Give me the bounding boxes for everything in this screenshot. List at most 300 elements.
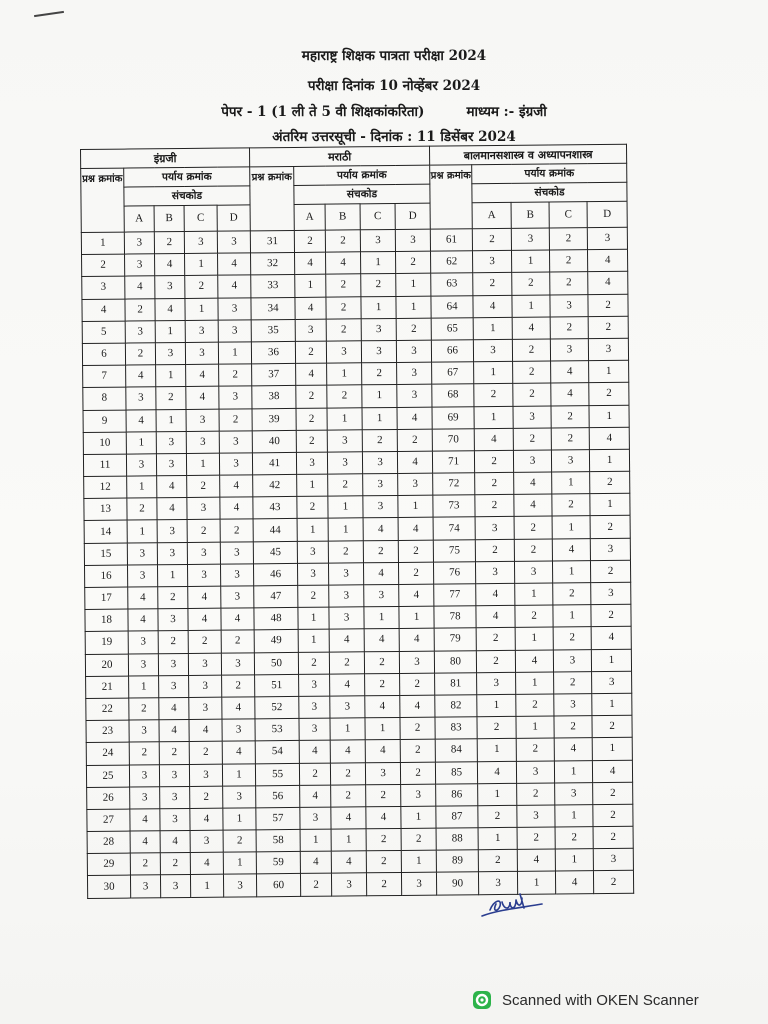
answer-cell: 3 xyxy=(587,227,627,250)
answer-cell: 4 xyxy=(188,608,221,631)
answer-cell: 4 xyxy=(397,407,432,430)
answer-cell: 1 xyxy=(474,361,513,384)
answer-cell: 3 xyxy=(327,452,362,475)
answer-cell: 3 xyxy=(190,830,223,853)
answer-cell: 3 xyxy=(186,431,219,454)
answer-cell: 2 xyxy=(591,560,631,583)
set-code-header: संचकोड xyxy=(472,182,627,202)
set-code-d-header: D xyxy=(395,203,430,229)
answer-cell: 2 xyxy=(475,539,514,562)
answer-cell: 3 xyxy=(189,675,222,698)
answer-cell: 3 xyxy=(187,542,220,565)
answer-cell: 3 xyxy=(555,782,593,805)
answer-cell: 3 xyxy=(511,228,549,251)
answer-cell: 2 xyxy=(401,828,436,851)
answer-cell: 3 xyxy=(588,338,628,361)
answer-cell: 2 xyxy=(517,783,555,806)
answer-cell: 3 xyxy=(363,496,398,519)
answer-cell: 4 xyxy=(190,852,223,875)
answer-cell: 1 xyxy=(126,431,156,453)
answer-cell: 1 xyxy=(589,405,629,428)
question-number: 65 xyxy=(431,317,473,340)
answer-cell: 4 xyxy=(128,609,158,631)
answer-cell: 4 xyxy=(517,849,555,872)
answer-cell: 2 xyxy=(513,361,551,384)
answer-cell: 2 xyxy=(366,873,401,896)
answer-cell: 3 xyxy=(185,342,218,365)
answer-cell: 1 xyxy=(512,250,550,273)
answer-cell: 3 xyxy=(128,653,158,675)
answer-cell: 4 xyxy=(296,363,327,385)
question-number: 38 xyxy=(252,386,296,409)
paper-label: पेपर - 1 (1 ली ते 5 वी शिक्षकांकरिता) xyxy=(221,104,425,120)
answer-cell: 2 xyxy=(592,715,632,738)
answer-cell: 2 xyxy=(400,717,435,740)
set-code-c-header: C xyxy=(360,203,395,229)
answer-cell: 1 xyxy=(297,474,328,496)
answer-cell: 3 xyxy=(399,651,434,674)
answer-cell: 3 xyxy=(473,339,512,362)
answer-cell: 2 xyxy=(551,405,589,428)
answer-cell: 1 xyxy=(327,363,362,386)
answer-cell: 2 xyxy=(590,516,630,539)
question-number: 80 xyxy=(434,650,476,673)
answer-cell: 1 xyxy=(592,738,632,761)
answer-cell: 2 xyxy=(554,716,592,739)
answer-cell: 2 xyxy=(589,383,629,406)
answer-cell: 1 xyxy=(401,806,436,829)
set-code-b-header: B xyxy=(154,206,184,232)
answer-cell: 2 xyxy=(297,496,328,518)
question-number: 35 xyxy=(251,319,295,342)
question-number: 73 xyxy=(433,495,475,518)
answer-cell: 2 xyxy=(125,298,155,320)
answer-cell: 1 xyxy=(590,493,630,516)
answer-cell: 4 xyxy=(398,518,433,541)
answer-cell: 3 xyxy=(401,784,436,807)
answer-cell: 1 xyxy=(127,476,157,498)
question-number: 68 xyxy=(432,384,474,407)
question-number: 3 xyxy=(82,276,125,299)
answer-cell: 2 xyxy=(514,516,552,539)
answer-cell: 3 xyxy=(129,720,159,742)
question-number: 25 xyxy=(86,765,129,788)
answer-cell: 1 xyxy=(222,763,255,786)
question-number: 55 xyxy=(255,763,299,786)
answer-cell: 2 xyxy=(593,804,633,827)
question-number: 62 xyxy=(431,251,473,274)
question-number: 6 xyxy=(82,343,125,366)
answer-cell: 3 xyxy=(516,760,554,783)
answer-cell: 3 xyxy=(218,320,251,343)
answer-cell: 1 xyxy=(553,560,591,583)
question-number: 12 xyxy=(84,476,127,499)
set-code-a-header: A xyxy=(472,202,511,228)
answer-cell: 4 xyxy=(514,472,552,495)
answer-cell: 2 xyxy=(396,251,431,274)
answer-cell: 4 xyxy=(474,428,513,451)
answer-cell: 4 xyxy=(222,697,255,720)
question-number: 49 xyxy=(254,630,298,653)
question-number: 31 xyxy=(250,230,294,253)
answer-cell: 2 xyxy=(400,739,435,762)
answer-cell: 3 xyxy=(551,449,589,472)
answer-cell: 1 xyxy=(555,804,593,827)
answer-cell: 4 xyxy=(326,252,361,275)
answer-cell: 3 xyxy=(397,384,432,407)
answer-cell: 3 xyxy=(327,429,362,452)
answer-cell: 2 xyxy=(300,874,331,896)
answer-cell: 2 xyxy=(189,741,222,764)
answer-cell: 3 xyxy=(126,454,156,476)
set-code-c-header: C xyxy=(549,202,587,228)
answer-cell: 3 xyxy=(517,805,555,828)
answer-cell: 3 xyxy=(157,542,187,564)
answer-cell: 4 xyxy=(399,584,434,607)
answer-cell: 1 xyxy=(516,672,554,695)
answer-cell: 1 xyxy=(295,275,326,297)
answer-cell: 2 xyxy=(296,385,327,407)
question-number: 1 xyxy=(81,232,124,255)
answer-cell: 4 xyxy=(512,317,550,340)
answer-cell: 1 xyxy=(223,852,256,875)
answer-cell: 4 xyxy=(331,851,366,874)
answer-cell: 2 xyxy=(325,230,360,253)
set-code-b-header: B xyxy=(325,204,360,230)
question-number: 70 xyxy=(432,428,474,451)
answer-cell: 4 xyxy=(218,275,251,298)
answer-cell: 4 xyxy=(589,427,629,450)
answer-cell: 4 xyxy=(551,361,589,384)
answer-cell: 4 xyxy=(554,738,592,761)
answer-cell: 2 xyxy=(223,830,256,853)
answer-cell: 2 xyxy=(185,276,218,299)
answer-cell: 2 xyxy=(219,364,252,387)
answer-cell: 1 xyxy=(331,829,366,852)
answer-cell: 2 xyxy=(588,294,628,317)
question-number: 71 xyxy=(432,451,474,474)
answer-cell: 2 xyxy=(516,738,554,761)
answer-cell: 4 xyxy=(189,719,222,742)
paper-line xyxy=(0,102,768,120)
answer-cell: 2 xyxy=(190,786,223,809)
answer-cell: 4 xyxy=(130,809,160,831)
answer-cell: 1 xyxy=(330,718,365,741)
answer-cell: 1 xyxy=(186,453,219,476)
answer-cell: 3 xyxy=(155,342,185,364)
answer-cell: 4 xyxy=(588,249,628,272)
answer-cell: 2 xyxy=(550,316,588,339)
answer-cell: 3 xyxy=(157,520,187,542)
question-number: 50 xyxy=(254,652,298,675)
answer-cell: 3 xyxy=(156,431,186,453)
answer-cell: 2 xyxy=(553,583,591,606)
answer-cell: 1 xyxy=(365,718,400,741)
answer-cell: 3 xyxy=(299,696,330,718)
answer-cell: 4 xyxy=(476,606,515,629)
answer-cell: 3 xyxy=(223,874,256,897)
answer-cell: 3 xyxy=(331,873,366,896)
answer-cell: 2 xyxy=(156,387,186,409)
answer-cell: 1 xyxy=(401,850,436,873)
answer-cell: 1 xyxy=(552,472,590,495)
answer-cell: 4 xyxy=(128,587,158,609)
answer-cell: 1 xyxy=(512,295,550,318)
answer-cell: 4 xyxy=(295,297,326,319)
answer-cell: 2 xyxy=(517,827,555,850)
answer-cell: 2 xyxy=(476,650,515,673)
question-number: 77 xyxy=(434,584,476,607)
answer-cell: 2 xyxy=(472,228,511,251)
question-number: 59 xyxy=(256,852,300,875)
answer-cell: 2 xyxy=(366,829,401,852)
answer-cell: 4 xyxy=(364,562,399,585)
answer-cell: 4 xyxy=(473,295,512,318)
answer-cell: 2 xyxy=(473,273,512,296)
answer-cell: 3 xyxy=(362,451,397,474)
answer-cell: 1 xyxy=(361,296,396,319)
answer-cell: 3 xyxy=(326,341,361,364)
set-code-a-header: A xyxy=(294,204,325,230)
question-number: 53 xyxy=(255,719,299,742)
answer-cell: 4 xyxy=(159,697,189,719)
answer-cell: 2 xyxy=(399,562,434,585)
answer-cell: 3 xyxy=(130,875,160,897)
question-number: 74 xyxy=(433,517,475,540)
answer-cell: 2 xyxy=(187,475,220,498)
answer-cell: 2 xyxy=(326,319,361,342)
answer-cell: 2 xyxy=(554,671,592,694)
question-number: 23 xyxy=(86,720,129,743)
answer-cell: 3 xyxy=(479,872,518,895)
answer-cell: 4 xyxy=(331,807,366,830)
answer-cell: 3 xyxy=(156,453,186,475)
question-number: 85 xyxy=(435,761,477,784)
answer-cell: 2 xyxy=(294,230,325,252)
answer-cell: 2 xyxy=(550,272,588,295)
question-number: 83 xyxy=(435,717,477,740)
answer-cell: 1 xyxy=(396,296,431,319)
scanner-watermark xyxy=(472,989,699,1011)
question-number: 22 xyxy=(86,698,129,721)
table-row xyxy=(87,871,633,898)
answer-cell: 3 xyxy=(330,696,365,719)
answer-cell: 3 xyxy=(515,561,553,584)
answer-cell: 3 xyxy=(395,229,430,252)
answer-cell: 4 xyxy=(218,253,251,276)
answer-cell: 2 xyxy=(298,652,329,674)
signature xyxy=(476,880,546,920)
answer-cell: 4 xyxy=(366,806,401,829)
answer-cell: 1 xyxy=(399,606,434,629)
question-number: 11 xyxy=(83,454,126,477)
answer-cell: 3 xyxy=(127,565,157,587)
answer-cell: 3 xyxy=(297,541,328,563)
question-number: 8 xyxy=(83,387,126,410)
answer-cell: 3 xyxy=(125,254,155,276)
answer-cell: 4 xyxy=(365,695,400,718)
question-number: 76 xyxy=(434,562,476,585)
set-code-d-header: D xyxy=(217,205,250,231)
question-number: 63 xyxy=(431,273,473,296)
answer-cell: 3 xyxy=(593,848,633,871)
answer-cell: 3 xyxy=(129,764,159,786)
question-number: 84 xyxy=(435,739,477,762)
answer-cell: 3 xyxy=(187,497,220,520)
answer-cell: 3 xyxy=(398,473,433,496)
answer-cell: 4 xyxy=(160,831,190,853)
answer-cell: 2 xyxy=(362,429,397,452)
answer-cell: 2 xyxy=(594,871,634,894)
question-number: 75 xyxy=(433,539,475,562)
answer-cell: 1 xyxy=(218,342,251,365)
question-number: 78 xyxy=(434,606,476,629)
answer-cell: 1 xyxy=(361,252,396,275)
answer-cell: 2 xyxy=(475,472,514,495)
answer-cell: 3 xyxy=(365,762,400,785)
answer-cell: 2 xyxy=(329,651,364,674)
answer-cell: 1 xyxy=(300,829,331,851)
question-number: 90 xyxy=(437,872,479,895)
answer-cell: 4 xyxy=(330,740,365,763)
answer-cell: 1 xyxy=(477,694,516,717)
answer-cell: 1 xyxy=(327,407,362,430)
question-number-header: प्रश्न क्रमांक xyxy=(81,168,125,232)
answer-cell: 3 xyxy=(160,875,190,897)
answer-cell: 4 xyxy=(363,518,398,541)
answer-cell: 2 xyxy=(187,520,220,543)
answer-cell: 2 xyxy=(298,585,329,607)
answer-cell: 2 xyxy=(220,519,253,542)
answer-cell: 2 xyxy=(158,586,188,608)
answer-cell: 4 xyxy=(222,741,255,764)
answer-cell: 3 xyxy=(298,563,329,585)
answer-cell: 1 xyxy=(552,516,590,539)
answer-cell: 1 xyxy=(554,760,592,783)
answer-cell: 1 xyxy=(362,385,397,408)
answer-cell: 2 xyxy=(593,782,633,805)
answer-cell: 2 xyxy=(365,673,400,696)
answer-cell: 1 xyxy=(298,630,329,652)
answer-cell: 3 xyxy=(396,340,431,363)
answer-cell: 1 xyxy=(553,605,591,628)
question-number: 2 xyxy=(82,254,125,277)
answer-cell: 4 xyxy=(126,365,156,387)
question-number: 88 xyxy=(436,828,478,851)
answer-cell: 3 xyxy=(155,276,185,298)
answer-cell: 3 xyxy=(363,474,398,497)
answer-cell: 4 xyxy=(551,383,589,406)
answer-cell: 3 xyxy=(475,517,514,540)
answer-cell: 3 xyxy=(329,607,364,630)
question-number: 60 xyxy=(257,874,301,897)
answer-cell: 4 xyxy=(476,583,515,606)
answer-cell: 2 xyxy=(512,272,550,295)
answer-cell: 2 xyxy=(326,296,361,319)
answer-cell: 2 xyxy=(363,540,398,563)
answer-cell: 3 xyxy=(476,561,515,584)
question-number: 26 xyxy=(87,787,130,810)
answer-cell: 3 xyxy=(223,786,256,809)
answer-cell: 4 xyxy=(365,740,400,763)
section-header: मराठी xyxy=(250,146,430,167)
question-number: 10 xyxy=(83,432,126,455)
answer-cell: 2 xyxy=(549,228,587,251)
answer-cell: 4 xyxy=(295,252,326,274)
answer-cell: 4 xyxy=(592,760,632,783)
answer-cell: 4 xyxy=(515,650,553,673)
answer-cell: 2 xyxy=(398,540,433,563)
answer-cell: 1 xyxy=(516,716,554,739)
answer-cell: 3 xyxy=(125,321,155,343)
question-number: 29 xyxy=(87,853,130,876)
answer-cell: 1 xyxy=(129,676,159,698)
answer-cell: 2 xyxy=(188,631,221,654)
answer-cell: 2 xyxy=(295,341,326,363)
answer-cell: 3 xyxy=(160,786,190,808)
question-number: 72 xyxy=(433,473,475,496)
option-number-header: पर्याय क्रमांक xyxy=(124,167,250,187)
answer-cell: 2 xyxy=(400,673,435,696)
question-number: 17 xyxy=(85,587,128,610)
answer-cell: 4 xyxy=(591,627,631,650)
answer-cell: 3 xyxy=(217,231,250,254)
answer-cell: 1 xyxy=(156,409,186,431)
set-code-b-header: B xyxy=(511,202,549,228)
question-number: 18 xyxy=(85,609,128,632)
answer-cell: 4 xyxy=(157,476,187,498)
question-number: 42 xyxy=(253,474,297,497)
question-number: 51 xyxy=(255,674,299,697)
answer-cell: 3 xyxy=(591,582,631,605)
answer-cell: 1 xyxy=(328,518,363,541)
question-number: 66 xyxy=(431,340,473,363)
answer-cell: 2 xyxy=(396,318,431,341)
question-number: 82 xyxy=(435,695,477,718)
answer-cell: 3 xyxy=(187,564,220,587)
answer-cell: 2 xyxy=(515,605,553,628)
answer-cell: 3 xyxy=(219,386,252,409)
answer-cell: 2 xyxy=(160,853,190,875)
answer-cell: 1 xyxy=(591,649,631,672)
answer-cell: 1 xyxy=(155,320,185,342)
answer-cell: 4 xyxy=(364,629,399,652)
answer-cell: 4 xyxy=(126,409,156,431)
answer-cell: 3 xyxy=(159,675,189,697)
answer-cell: 3 xyxy=(513,405,551,428)
answer-key-table xyxy=(80,144,634,899)
answer-cell: 2 xyxy=(366,851,401,874)
answer-cell: 2 xyxy=(400,762,435,785)
set-code-c-header: C xyxy=(184,205,217,231)
answer-cell: 2 xyxy=(296,408,327,430)
option-number-header: पर्याय क्रमांक xyxy=(294,165,430,185)
exam-title: महाराष्ट्र शिक्षक पात्रता परीक्षा 2024 xyxy=(301,48,487,64)
set-code-d-header: D xyxy=(587,201,627,227)
answer-cell: 2 xyxy=(590,471,630,494)
question-number: 81 xyxy=(435,672,477,695)
answer-cell: 3 xyxy=(364,584,399,607)
question-number: 47 xyxy=(254,585,298,608)
answer-cell: 4 xyxy=(330,674,365,697)
answer-cell: 1 xyxy=(398,495,433,518)
answer-cell: 3 xyxy=(299,674,330,696)
question-number: 19 xyxy=(85,631,128,654)
question-number: 7 xyxy=(83,365,126,388)
answer-cell: 2 xyxy=(362,363,397,386)
answer-cell: 1 xyxy=(298,607,329,629)
answer-cell: 3 xyxy=(184,231,217,254)
